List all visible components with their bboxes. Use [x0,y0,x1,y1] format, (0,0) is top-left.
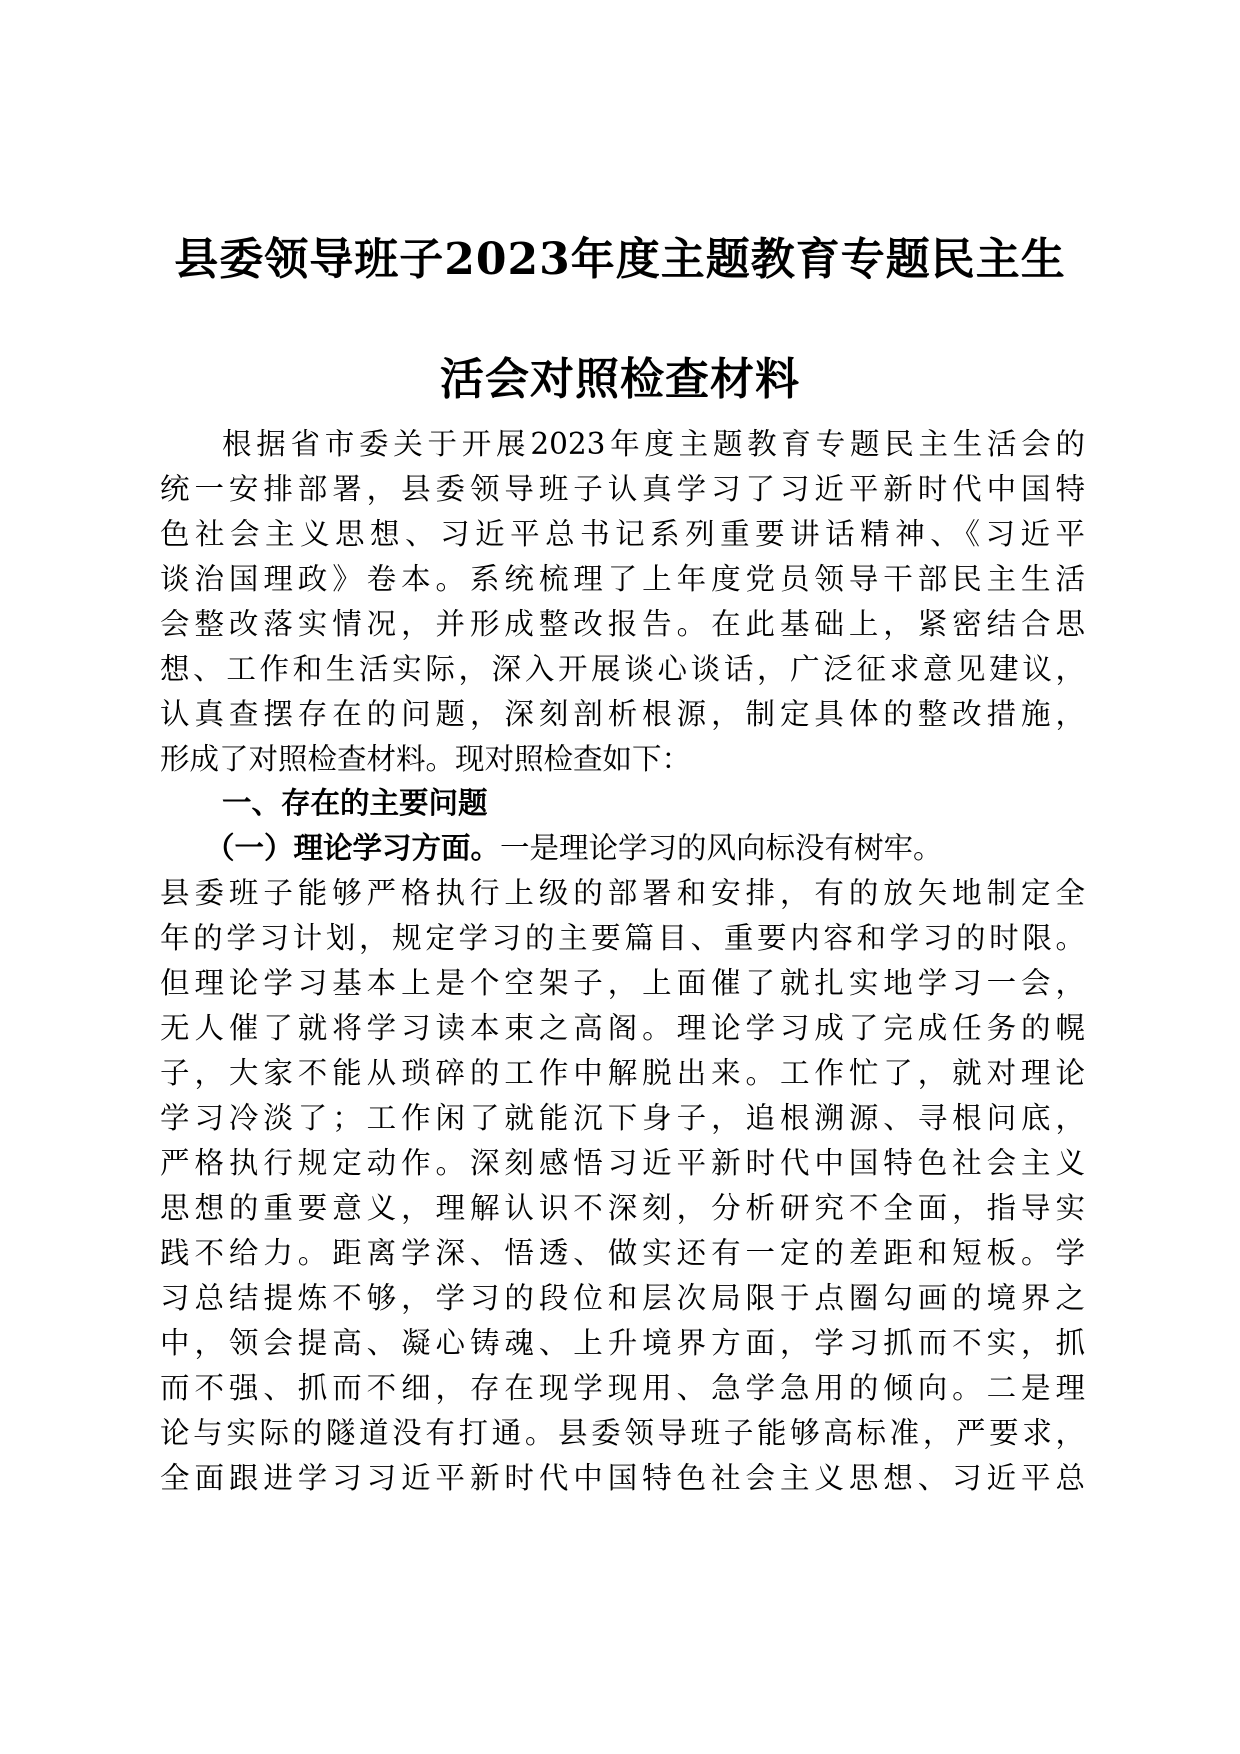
subsection-first-line-text: 一是理论学习的风向标没有树牢。 [500,831,943,865]
intro-line: 认真查摆存在的问题，深刻剖析根源，制定具体的整改措施， [160,697,1085,731]
document-title-line-1: 县委领导班子2023年度主题教育专题民主生 [174,234,1066,285]
body-line: 中，领会提高、凝心铸魂、上升境界方面，学习抓而不实，抓 [160,1326,1085,1360]
intro-line: 根据省市委关于开展2023年度主题教育专题民主生活会的 [222,427,1085,461]
subsection-label: （一）理论学习方面。 [205,831,501,865]
intro-line: 想、工作和生活实际，深入开展谈心谈话，广泛征求意见建议， [160,652,1085,686]
body-line: 思想的重要意义，理解认识不深刻，分析研究不全面，指导实 [160,1191,1085,1225]
body-line: 学习冷淡了；工作闲了就能沉下身子，追根溯源、寻根问底， [160,1101,1085,1135]
intro-line: 统一安排部署，县委领导班子认真学习了习近平新时代中国特 [160,472,1085,506]
body-line: 论与实际的隧道没有打通。县委领导班子能够高标准，严要求， [160,1416,1085,1450]
body-line: 严格执行规定动作。深刻感悟习近平新时代中国特色社会主义 [160,1146,1085,1180]
body-line: 县委班子能够严格执行上级的部署和安排，有的放矢地制定全 [160,876,1085,910]
intro-line: 形成了对照检查材料。现对照检查如下： [160,742,692,776]
body-line: 践不给力。距离学深、悟透、做实还有一定的差距和短板。学 [160,1236,1085,1270]
intro-line: 谈治国理政》卷本。系统梳理了上年度党员领导干部民主生活 [160,562,1085,596]
section-heading: 一、存在的主要问题 [222,786,488,820]
body-line: 子，大家不能从琐碎的工作中解脱出来。工作忙了，就对理论 [160,1056,1085,1090]
body-line: 无人催了就将学习读本束之高阁。理论学习成了完成任务的幌 [160,1011,1085,1045]
body-line: 而不强、抓而不细，存在现学现用、急学急用的倾向。二是理 [160,1371,1085,1405]
body-line: 习总结提炼不够，学习的段位和层次局限于点圈勾画的境界之 [160,1281,1085,1315]
document-title-line-2: 活会对照检查材料 [440,354,800,405]
subsection-first-line [205,826,1068,870]
intro-line: 色社会主义思想、习近平总书记系列重要讲话精神、《习近平 [160,517,1085,551]
body-line: 全面跟进学习习近平新时代中国特色社会主义思想、习近平总 [160,1461,1085,1495]
body-line: 但理论学习基本上是个空架子，上面催了就扎实地学习一会， [160,966,1085,1000]
body-line: 年的学习计划，规定学习的主要篇目、重要内容和学习的时限。 [160,921,1085,955]
intro-line: 会整改落实情况，并形成整改报告。在此基础上，紧密结合思 [160,607,1085,641]
